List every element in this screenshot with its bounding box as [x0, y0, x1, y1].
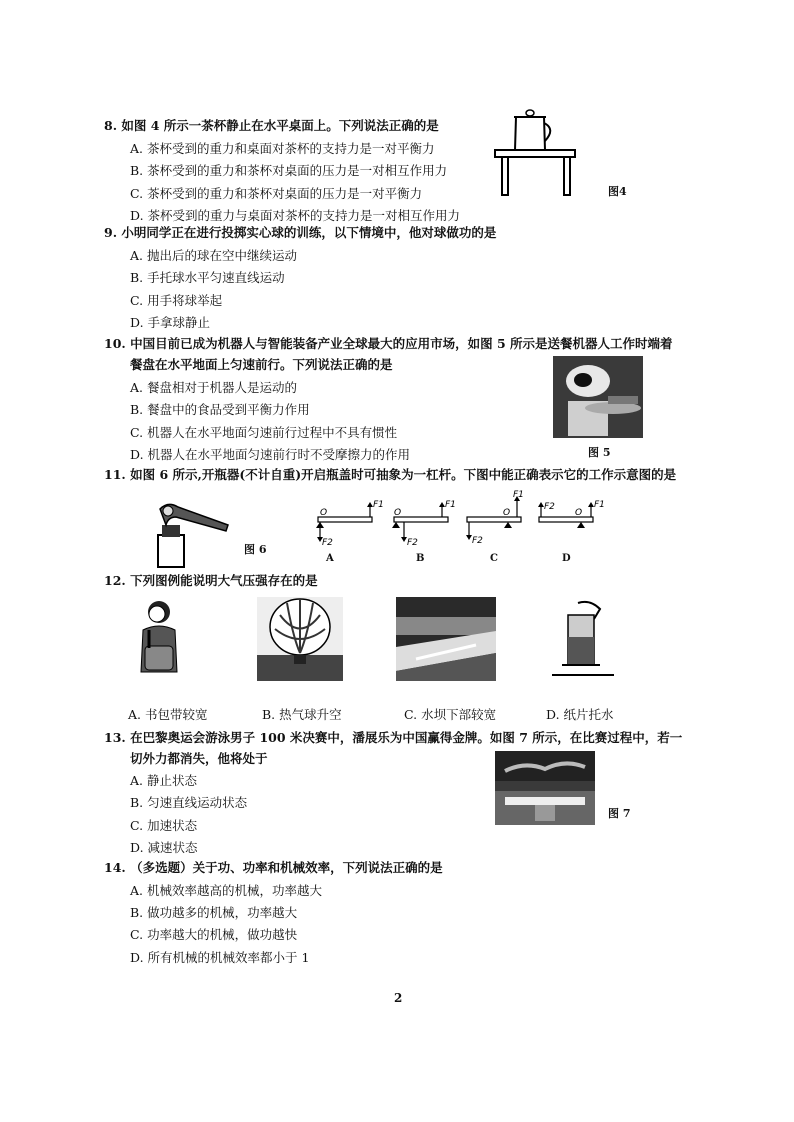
q12-option-a: A. 书包带较宽 — [128, 707, 208, 722]
q10-option-a: A. 餐盘相对于机器人是运动的 — [130, 380, 297, 395]
teacup-on-table-figure — [490, 105, 580, 200]
lever-a-f1-label: F1 — [373, 500, 384, 510]
paper-holding-water-image — [548, 597, 618, 681]
page-number: 2 — [394, 991, 403, 1005]
q13-option-a: A. 静止状态 — [130, 773, 197, 788]
hot-air-balloon-image — [257, 597, 343, 681]
water-dam-image — [396, 597, 496, 681]
q8-option-d: D. 茶杯受到的重力与桌面对茶杯的支持力是一对相互作用力 — [130, 208, 461, 223]
q12-option-d: D. 纸片托水 — [546, 707, 614, 722]
q8-option-c: C. 茶杯受到的重力和茶杯对桌面的压力是一对平衡力 — [130, 186, 423, 201]
q13-stem-line1: 13. 在巴黎奥运会游泳男子 100 米决赛中，潘展乐为中国赢得金牌。如图 7 所示，在比赛过程中，若一 — [104, 730, 683, 745]
q14-stem: 14. （多选题）关于功、功率和机械效率，下列说法正确的是 — [104, 860, 443, 875]
q13-figure-caption: 图 7 — [608, 807, 631, 820]
q10-stem-line2: 餐盘在水平地面上匀速前行。下列说法正确的是 — [130, 357, 393, 372]
schoolbag-student-image — [133, 598, 183, 680]
q8-option-a: A. 茶杯受到的重力和桌面对茶杯的支持力是一对平衡力 — [130, 141, 435, 156]
q14-option-c: C. 功率越大的机械，做功越快 — [130, 927, 298, 942]
lever-a-pivot-label: O — [320, 508, 328, 518]
q8-option-b: B. 茶杯受到的重力和茶杯对桌面的压力是一对相互作用力 — [130, 163, 448, 178]
robot-waiter-photo — [553, 356, 643, 438]
lever-b-f1-label: F1 — [445, 500, 456, 510]
q10-stem-line1: 10. 中国目前已成为机器人与智能装备产业全球最大的应用市场，如图 5 所示是送餐机器人工作时端着 — [104, 336, 673, 351]
q14-option-b: B. 做功越多的机械，功率越大 — [130, 905, 298, 920]
swimmer-photo — [495, 751, 595, 825]
q9-option-c: C. 用手将球举起 — [130, 293, 223, 308]
lever-diagram-a — [312, 495, 382, 555]
q14-option-a: A. 机械效率越高的机械，功率越大 — [130, 883, 322, 898]
q12-option-c: C. 水坝下部较宽 — [404, 707, 497, 722]
q11-figure-caption: 图 6 — [244, 543, 267, 556]
q9-option-a: A. 抛出后的球在空中继续运动 — [130, 248, 297, 263]
lever-c-f2-label: F2 — [472, 536, 483, 546]
q11-option-c: C — [490, 553, 498, 564]
lever-b-f2-label: F2 — [407, 538, 418, 548]
lever-d-f2-label: F2 — [544, 502, 555, 512]
lever-diagram-d — [535, 495, 605, 555]
lever-c-f1-label: F1 — [513, 490, 524, 500]
q8-stem: 8. 如图 4 所示一茶杯静止在水平桌面上。下列说法正确的是 — [104, 118, 439, 133]
lever-diagram-c — [463, 489, 533, 551]
q13-option-c: C. 加速状态 — [130, 818, 198, 833]
lever-d-pivot-label: O — [575, 508, 583, 518]
q9-stem: 9. 小明同学正在进行投掷实心球的训练，以下情境中，他对球做功的是 — [104, 225, 497, 240]
lever-d-f1-label: F1 — [594, 500, 605, 510]
q8-figure-caption: 图4 — [608, 185, 627, 198]
q13-option-d: D. 减速状态 — [130, 840, 198, 855]
q10-option-b: B. 餐盘中的食品受到平衡力作用 — [130, 402, 310, 417]
q10-option-c: C. 机器人在水平地面匀速前行过程中不具有惯性 — [130, 425, 398, 440]
q13-stem-line2: 切外力都消失，他将处于 — [130, 751, 268, 766]
lever-b-pivot-label: O — [394, 508, 402, 518]
q11-stem: 11. 如图 6 所示,开瓶器(不计自重)开启瓶盖时可抽象为一杠杆。下图中能正确表示它的工作示意图的是 — [104, 467, 677, 482]
q11-option-d: D — [562, 553, 571, 564]
q10-option-d: D. 机器人在水平地面匀速前行时不受摩擦力的作用 — [130, 447, 411, 462]
q12-stem: 12. 下列图例能说明大气压强存在的是 — [104, 573, 318, 588]
lever-diagram-b — [390, 495, 460, 555]
q11-option-a: A — [326, 553, 334, 564]
q11-option-b: B — [416, 553, 425, 564]
q12-option-b: B. 热气球升空 — [262, 707, 342, 722]
q9-option-d: D. 手拿球静止 — [130, 315, 211, 330]
q10-figure-caption: 图 5 — [588, 446, 611, 459]
bottle-opener-figure — [148, 495, 238, 567]
q13-option-b: B. 匀速直线运动状态 — [130, 795, 248, 810]
q14-option-d: D. 所有机械的机械效率都小于 1 — [130, 950, 310, 965]
lever-c-pivot-label: O — [503, 508, 511, 518]
q9-option-b: B. 手托球水平匀速直线运动 — [130, 270, 285, 285]
lever-a-f2-label: F2 — [322, 538, 333, 548]
